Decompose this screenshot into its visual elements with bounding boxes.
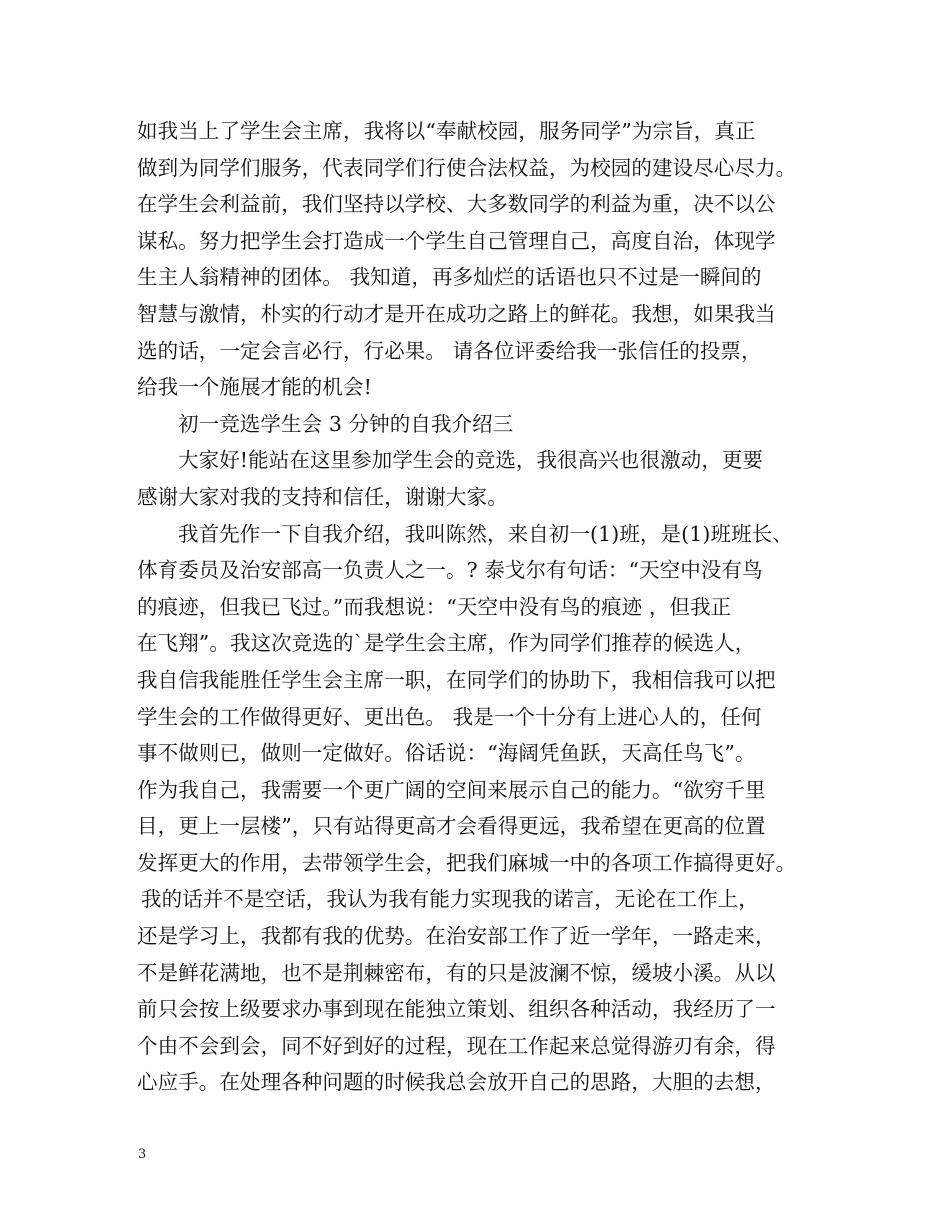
text-line: 智慧与激情，朴实的行动才是开在成功之路上的鲜花。我想，如果我当 bbox=[137, 301, 776, 326]
text-line: 感谢大家对我的支持和信任，谢谢大家。 bbox=[137, 484, 508, 509]
text-line: 作为我自己，我需要一个更广阔的空间来展示自己的能力。“欲穷千里 bbox=[137, 777, 766, 802]
text-line: 心应手。在处理各种问题的时候我总会放开自己的思路，大胆的去想， bbox=[137, 1070, 776, 1095]
text-line: 选的话，一定会言必行，行必果。 请各位评委给我一张信任的投票， bbox=[137, 338, 762, 363]
text-line: 如我当上了学生会主席，我将以“奉献校园，服务同学”为宗旨，真正 bbox=[137, 119, 756, 143]
text-line: 谋私。努力把学生会打造成一个学生自己管理自己，高度自治，体现学 bbox=[137, 228, 776, 253]
text-line: 前只会按上级要求办事到现在能独立策划、组织各种活动，我经历了一 bbox=[137, 997, 776, 1022]
text-line: 发挥更大的作用，去带领学生会，把我们麻城一中的各项工作搞得更好。 bbox=[137, 850, 797, 875]
text-line: 事不做则已，做则一定做好。俗话说：“海阔凭鱼跃，天高任鸟飞”。 bbox=[137, 741, 756, 766]
text-line: 我的话并不是空话，我认为我有能力实现我的诺言，无论在工作上， bbox=[141, 887, 759, 912]
page-number: 3 bbox=[138, 1147, 147, 1162]
text-line: 学生会的工作做得更好、更出色。 我是一个十分有上进心人的，任何 bbox=[137, 704, 762, 729]
text-line: 做到为同学们服务，代表同学们行使合法权益，为校园的建设尽心尽力。 bbox=[137, 155, 797, 180]
text-line: 不是鲜花满地，也不是荆棘密布，有的只是波澜不惊，缓坡小溪。从以 bbox=[137, 960, 776, 985]
text-line: 体育委员及治安部高一负责人之一。? 泰戈尔有句话：“天空中没有鸟 bbox=[137, 558, 763, 583]
text-line: 的痕迹，但我已飞过。”而我想说：“天空中没有鸟的痕迹 ，但我正 bbox=[137, 594, 732, 619]
text-line: 我自信我能胜任学生会主席一职，在同学们的协助下，我相信我可以把 bbox=[137, 667, 776, 692]
text-line: 还是学习上，我都有我的优势。在治安部工作了近一学年，一路走来， bbox=[137, 924, 776, 949]
text-line: 大家好!能站在这里参加学生会的竞选，我很高兴也很激动，更要 bbox=[178, 448, 764, 473]
text-line: 生主人翁精神的团体。 我知道，再多灿烂的话语也只不过是一瞬间的 bbox=[137, 265, 762, 290]
text-line: 在飞翔”。我这次竞选的`是学生会主席，作为同学们推荐的候选人， bbox=[137, 631, 756, 656]
text-line: 个由不会到会，同不好到好的过程，现在工作起来总觉得游刃有余，得 bbox=[137, 1033, 776, 1058]
section-heading: 初一竞选学生会 3 分钟的自我介绍三 bbox=[178, 411, 514, 436]
text-line: 在学生会利益前，我们坚持以学校、大多数同学的利益为重，决不以公 bbox=[137, 192, 776, 217]
text-line: 目，更上一层楼”，只有站得更高才会看得更远，我希望在更高的位置 bbox=[137, 814, 766, 839]
text-line: 我首先作一下自我介绍，我叫陈然，来自初一(1)班，是(1)班班长、 bbox=[178, 521, 793, 546]
text-line: 给我一个施展才能的机会! bbox=[137, 375, 372, 400]
body-text bbox=[137, 113, 837, 1101]
